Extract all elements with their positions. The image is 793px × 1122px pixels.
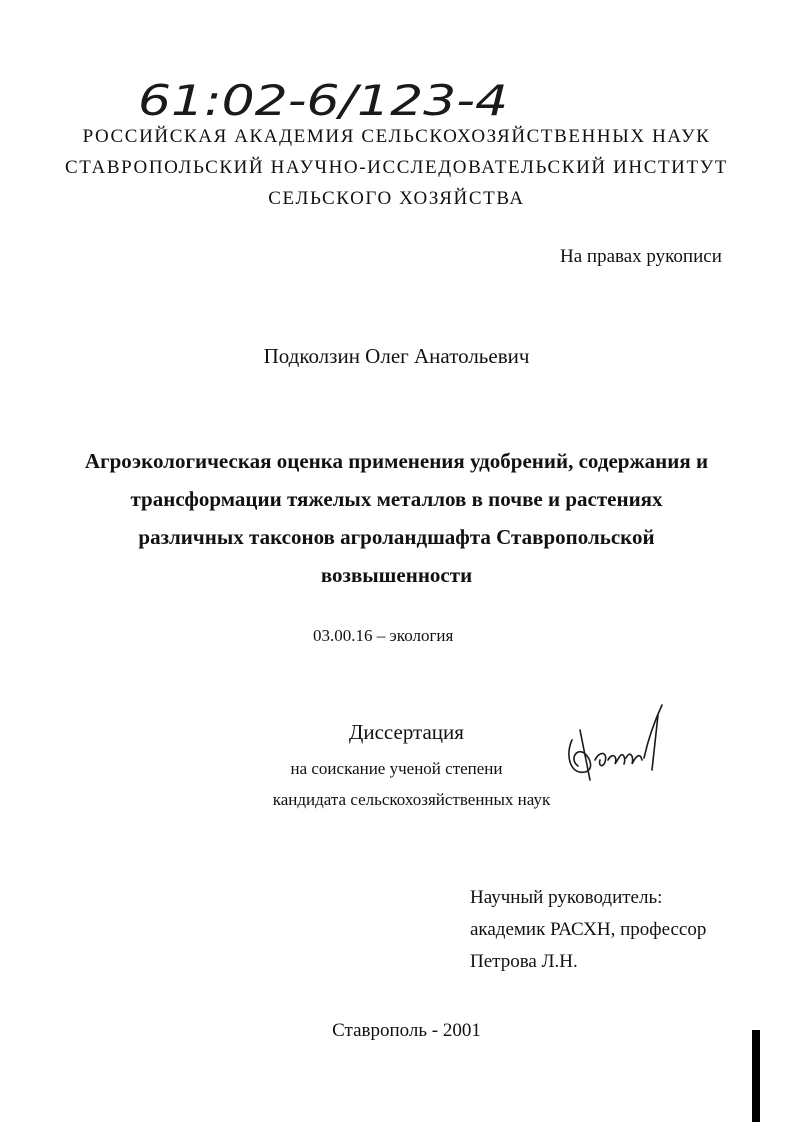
handwritten-archive-number	[138, 70, 518, 130]
title-line-1: Агроэкологическая оценка применения удобрений, содержания и	[84, 449, 709, 473]
org-line-1: РОССИЙСКАЯ АКАДЕМИЯ СЕЛЬСКОХОЗЯЙСТВЕННЫХ НАУК	[82, 126, 711, 147]
archive-code-text: 61:02-6/123-4	[138, 76, 508, 125]
specialty-code: 03.00.16 – экология	[313, 626, 454, 645]
org-line-2: СТАВРОПОЛЬСКИЙ НАУЧНО-ИССЛЕДОВАТЕЛЬСКИЙ ИНСТИТУТ	[65, 157, 728, 178]
work-type: Диссертация	[349, 720, 464, 744]
degree-line-1: на соискание ученой степени	[290, 759, 503, 778]
rights-note: На правах рукописи	[560, 246, 722, 267]
author-name: Подколзин Олег Анатольевич	[263, 344, 530, 368]
org-line-3: СЕЛЬСКОГО ХОЗЯЙСТВА	[268, 188, 525, 209]
title-line-2: трансформации тяжелых металлов в почве и растениях	[130, 487, 663, 511]
title-line-4: возвышенности	[320, 563, 473, 587]
supervisor-label: Научный руководитель:	[470, 887, 663, 908]
supervisor-name: Петрова Л.Н.	[470, 951, 578, 972]
degree-line-2: кандидата сельскохозяйственных наук	[272, 790, 551, 809]
signature	[560, 700, 675, 790]
title-line-3: различных таксонов агроландшафта Ставропольской	[138, 525, 655, 549]
scan-edge-mark	[752, 1030, 760, 1122]
supervisor-position: академик РАСХН, профессор	[470, 919, 707, 940]
city-year: Ставрополь - 2001	[332, 1020, 481, 1041]
